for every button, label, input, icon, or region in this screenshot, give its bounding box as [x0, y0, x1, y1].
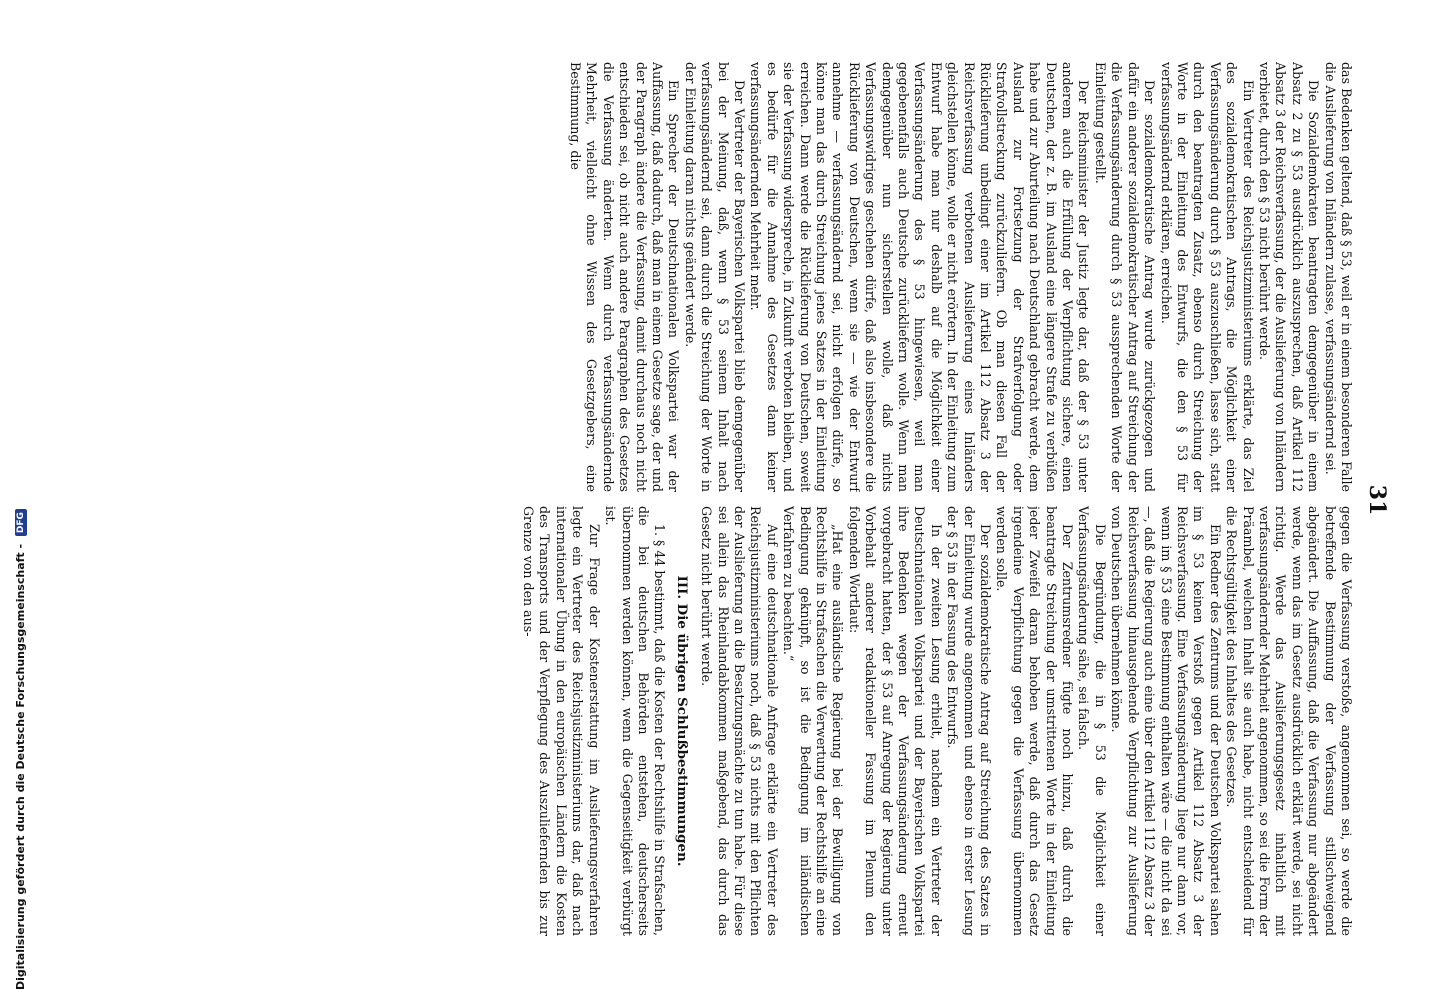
paragraph: Der Zentrumsredner fügte noch hinzu, daß durch die beantragte Streichung der umstrittenen Worte in der Einleitung jeder Zweifel daran behoben werde, daß durch das Gesetz irgendeine Verpflichtung gegen die Verfassung übernommen werden solle. — [994, 506, 1076, 936]
paragraph: Der Vertreter der Bayerischen Volkspartei blieb demgegenüber bei der Meinung, daß, wenn § 53 seinem Inhalt nach verfassungsändernd sei, dann durch die Streichung der Worte in der Einleitung daran nichts geändert werde. — [682, 62, 747, 492]
dfg-logo: DFG — [15, 509, 27, 536]
section-heading: III. Die übrigen Schlußbestimmungen. — [673, 575, 690, 867]
digitization-credit — [0, 0, 27, 1000]
paragraph: Der sozialdemokratische Antrag wurde zurückgezogen und dafür ein anderer sozialdemokratischer Antrag auf Streichung der die Verfassungsänderung durch § 53 aussprechenden Worte der Einleitung gestellt. — [1092, 62, 1158, 492]
paragraph: Auf eine deutschnationale Anfrage erklärte ein Vertreter des Reichsjustizministeriums noch, daß § 53 nichts mit den Pflichten der Auslieferung an die Besatzungsmächte zu tun habe. Für diese sei allein das Rheinlandabkommen maßgebend, das durch das Gesetz nicht berührt werde. — [699, 506, 780, 936]
paragraph: Der sozialdemokratische Antrag auf Streichung des Satzes in der Einleitung wurde angenommen und ebenso in erster Lesung der § 53 in der Fassung des Entwurfs. — [945, 506, 994, 936]
paragraph: Die Begründung, die in § 53 die Möglichkeit einer Verfassungsänderung sähe, sei falsch. — [1076, 506, 1108, 936]
left-column — [104, 62, 1354, 492]
paragraph: Die Sozialdemokraten beantragten demgegenüber in einem Absatz 2 zu § 53 ausdrücklich auszusprechen, daß Artikel 112 Absatz 3 der Reichsverfassung, der die Auslieferung von Inländern verbietet, durch den § 53 nicht berührt werde. — [1256, 62, 1322, 492]
right-column — [104, 506, 1354, 936]
paragraph: In der zweiten Lesung erhielt, nachdem ein Vertreter der Deutschnationalen Volkspartei und der Bayerischen Volkspartei ihre Bedenken wegen der Verfassungsänderung erneut vorgebracht hatten, der § 53 auf Anregung der Regierung unter Vorbehalt anderer redaktioneller Fassung im Plenum den folgenden Wortlaut: — [846, 506, 944, 936]
paragraph: Ein Vertreter des Reichsjustizministeriums erklärte, das Ziel des sozialdemokratischen Antrags, die Möglichkeit einer Verfassungsänderung durch § 53 auszuschließen, lasse sich, statt durch den beantragten Zusatz, ebenso durch Streichung der Worte in der Einleitung des Entwurfs, die den § 53 für verfassungsändernd erklären, erreichen. — [1158, 62, 1256, 492]
paragraph: 1. § 44 bestimmt, daß die Kosten der Rechtshilfe in Strafsachen, die bei deutschen Behörden entstehen, deutscherseits übernommen werden können, wenn die Gegenseitigkeit verbürgt ist. — [603, 506, 668, 936]
paragraph: das Bedenken geltend, daß § 53, weil er in einem besonderen Falle die Auslieferung von Inländern zulasse, verfassungsändernd sei. — [1322, 62, 1354, 492]
paragraph: „Hat eine ausländische Regierung bei der Bewilligung von Rechtshilfe in Strafsachen die Verwertung der Rechtshilfe an eine Bedingung geknüpft, so ist die Bedingung im inländischen Verfahren zu beachten.“ — [781, 506, 846, 936]
paragraph: Ein Sprecher der Deutschnationalen Volkspartei war der Auffassung, daß dadurch, daß man in einem Gesetze sage, der und der Paragraph ändere die Verfassung, damit durchaus noch nicht entschieden sei, ob nicht auch andere Paragraphen des Gesetzes die Verfassung änderten. Wenn durch verfassungsändernde Mehrheit, vielleicht ohne Wissen des Gesetzgebers, eine Bestimmung, die — [567, 62, 682, 492]
credit-text: Digitalisierung gefördert durch die Deutsche Forschungsgemeinschaft - — [14, 543, 27, 990]
paragraph: Zur Frage der Kostenerstattung im Auslieferungsverfahren legte ein Vertreter des Reichsjustizministeriums dar, daß nach internationaler Übung in den europäischen Ländern die Kosten des Transports und der Verpflegung des Auszuliefernden bis zur Grenze von den aus- — [521, 506, 602, 936]
paragraph: gegen die Verfassung verstoße, angenommen sei, so werde die betreffende Bestimmung der Verfassung stillschweigend abgeändert. Die Auffassung, daß die Verfassung nur abgeändert werde, wenn das im Gesetz ausdrücklich erklärt werde, sei nicht richtig. Werde das Auslieferungsgesetz inhaltlich mit verfassungsändernder Mehrheit angenommen, so sei die Form der Präambel, welchen Inhalt sie auch habe, nicht entscheidend für die Rechtsgültigkeit des Inhaltes des Gesetzes. — [1224, 506, 1354, 936]
page-number: 31 — [1364, 484, 1390, 516]
paragraph: Der Reichsminister der Justiz legte dar, daß der § 53 unter anderem auch die Erfüllung der Verpflichtung sichere, einen Deutschen, der z. B. im Ausland eine längere Strafe zu verbüßen habe und zur Aburteilung nach Deutschland gebracht werde, dem Ausland zur Fortsetzung der Strafverfolgung oder Strafvollstreckung zurückzuliefern. Ob man diesen Fall der Rücklieferung unbedingt einer im Artikel 112 Absatz 3 der Reichsverfassung verbotenen Auslieferung eines Inländers gleichstellen könne, wolle er nicht erörtern. In der Einleitung zum Entwurf habe man nur deshalb auf die Möglichkeit einer Verfassungsänderung des § 53 hingewiesen, weil man gegebenenfalls auch Deutsche zurückliefern wolle. Wenn man demgegenüber nun sicherstellen wolle, daß nichts Verfassungswidriges geschehen dürfe, daß also insbesondere die Rücklieferung von Deutschen, wenn sie — wie der Entwurf annehme — verfassungsändernd sei, nicht erfolgen dürfe, so könne man das durch Streichung jenes Satzes in der Einleitung erreichen. Dann werde die Rücklieferung von Deutschen, soweit sie der Verfassung widerspreche, in Zukunft verboten bleiben, und es bedürfe für die Annahme des Gesetzes dann keiner verfassungsändernden Mehrheit mehr. — [748, 62, 1092, 492]
paragraph: Ein Redner des Zentrums und der Deutschen Volkspartei sahen im § 53 keinen Verstoß gegen Artikel 112 Absatz 3 der Reichsverfassung. Eine Verfassungsänderung liege nur dann vor, wenn im § 53 eine Bestimmung enthalten wäre — die nicht da sei —, daß die Regierung auch eine über den Artikel 112 Absatz 3 der Reichsverfassung hinausgehende Verpflichtung zur Auslieferung von Deutschen übernehmen könne. — [1109, 506, 1223, 936]
